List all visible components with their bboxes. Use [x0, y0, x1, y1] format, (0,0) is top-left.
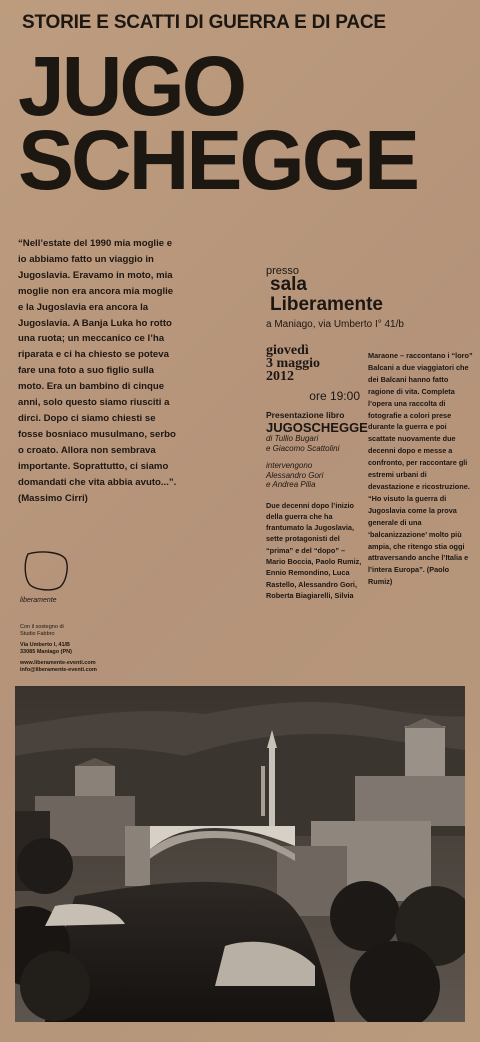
venue-presso: presso [266, 265, 300, 277]
book-info [266, 410, 368, 601]
venue-title: Liberamente [270, 294, 383, 315]
support-line-1: Con il sostegno di [20, 624, 64, 630]
intro-quote: “Nell’estate del 1990 mia moglie e io abbiamo fatto un viaggio in Jugoslavia. Eravamo in moto, mia moglie non era ancora mia moglie e la Jugoslavia era ancora la Jugoslavia. A Banja Luka ho rotto una ruota; un meccanico ce l’ha riparata e ci ha chiesto se poteva fare una foto a suo figlio sulla moto. Era un bambino di cinque anni, solo questo siamo riusciti a dirci. Dopo ci siamo chiesti se fosse bosniaco musulmano, serbo o croato. Allora non sembrava importante. Soprattutto, ci siamo domandati che vita abbia avuto...”. (Massimo Cirri) [18, 238, 177, 504]
book-description-continued: Maraone – raccontano i “loro” Balcani a due viaggiatori che dei Balcani hanno fatto ragione di vita. Completa l’opera una raccolta di fotografie a colori prese durante la guerra e poi scattate nuovamente due decenni dopo e messe a confronto, per raccontare gli estremi urbani di devastazione e ricostruzione. “Ho visuto la guerra di Jugoslavia come la prova generale di una ‘balcanizzazione’ molto più ampia, che ritengo stia oggi attraversando anche l’Italia e l’intera Europa”. (Paolo Rumiz) [368, 351, 473, 587]
sponsor-credits [20, 624, 97, 674]
event-time: ore 19:00 [309, 389, 360, 403]
sponsor-website-link[interactable]: www.liberamente-eventi.com [20, 660, 96, 666]
poster-title-line2: SCHEGGE [18, 113, 418, 207]
mostar-bridge-photo [15, 686, 465, 1022]
speakers-label: intervengono [266, 461, 313, 470]
book-authors-2: e Giacomo Scattolini [266, 443, 340, 453]
sponsor-email-link[interactable]: info@liberamente-eventi.com [20, 667, 97, 673]
event-year: 2012 [266, 369, 294, 384]
logo-text: liberamente [20, 597, 57, 604]
event-day: 3 maggio [266, 356, 321, 371]
poster-subtitle: STORIE E SCATTI DI GUERRA E DI PACE [22, 12, 386, 33]
poster-title-line1: JUGO [18, 39, 245, 133]
venue-sala: sala [270, 274, 307, 295]
book-presentation-label: Presentazione libro [266, 410, 345, 420]
sponsor-city: 33085 Maniago (PN) [20, 649, 72, 655]
speaker-1: Alessandro Gori [266, 470, 324, 480]
book-description: Due decenni dopo l’inizio della guerra che ha frantumato la Jugoslavia, sette protagonisti del “prima” e del “dopo” – Mario Boccia, Paolo Rumiz, Ennio Remondino, Luca Rastello, Alessandro Gori, Roberta Biagiarelli, Silvia [266, 500, 362, 600]
support-line-2: Studio Fabbro [20, 631, 55, 637]
event-weekday: giovedì [266, 343, 309, 358]
book-title: JUGOSCHEGGE [266, 420, 368, 435]
book-authors-1: di Tullio Bugari [266, 434, 319, 443]
venue-address: a Maniago, via Umberto I° 41/b [266, 319, 404, 330]
venue-name [270, 275, 383, 315]
event-date [266, 344, 362, 403]
liberamente-logo-icon [22, 550, 70, 592]
sponsor-street: Via Umberto I, 41/B [20, 642, 71, 648]
speaker-2: e Andrea Pilia [266, 480, 316, 489]
